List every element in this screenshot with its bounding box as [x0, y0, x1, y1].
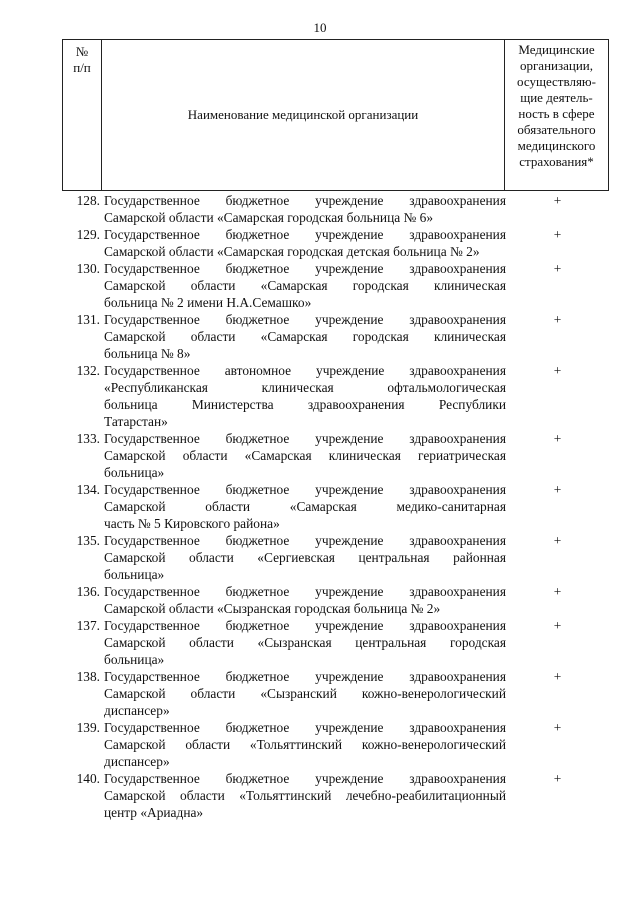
organization-name	[104, 481, 506, 532]
organization-name	[104, 226, 506, 260]
organization-name-line: Самарской области «Тольяттинский кожно-венерологический	[104, 737, 506, 752]
organization-name-line: Государственное бюджетное учреждение здравоохранения	[104, 618, 506, 633]
organization-name-line: Государственное бюджетное учреждение здравоохранения	[104, 227, 506, 242]
oms-participation-mark: +	[553, 771, 562, 786]
row-number: 133.	[76, 431, 100, 446]
organization-name	[104, 770, 506, 821]
organization-name-line: Самарской области «Сызранский кожно-венерологический	[104, 686, 506, 701]
row-number: 135.	[76, 533, 100, 548]
oms-participation-mark: +	[553, 720, 562, 735]
organization-name-line: Государственное бюджетное учреждение здравоохранения	[104, 261, 506, 276]
header-oms-label-line: Медицинские	[518, 42, 595, 57]
header-name-label: Наименование медицинской организации	[187, 107, 419, 122]
organization-name	[104, 532, 506, 583]
table-row	[62, 719, 609, 770]
row-number: 131.	[76, 312, 100, 327]
organization-name	[104, 719, 506, 770]
header-oms-column	[505, 40, 609, 191]
row-number: 134.	[76, 482, 100, 497]
organization-name-line: центр «Ариадна»	[104, 805, 204, 820]
table-row	[62, 583, 609, 617]
organization-name-line: Самарской области «Самарская городская клиническая	[104, 278, 506, 293]
row-number: 140.	[76, 771, 100, 786]
organization-name-line: Самарской области «Самарская городская больница № 6»	[104, 210, 434, 225]
header-oms-label-line: щие деятель-	[520, 90, 593, 105]
header-oms-label-line: страхования*	[519, 154, 594, 169]
table-row	[62, 362, 609, 430]
oms-participation-mark: +	[553, 669, 562, 684]
organization-name-line: «Республиканская клиническая офтальмологическая	[104, 380, 506, 395]
row-number: 129.	[76, 227, 100, 242]
organization-name-line: больница Министерства здравоохранения Республики	[104, 397, 506, 412]
organization-name-line: Самарской области «Самарская городская клиническая	[104, 329, 506, 344]
organization-name	[104, 617, 506, 668]
organization-name-line: Самарской области «Самарская городская детская больница № 2»	[104, 244, 480, 259]
organization-name-line: Государственное бюджетное учреждение здравоохранения	[104, 482, 506, 497]
organization-name-line: Самарской области «Самарская медико-санитарная	[104, 499, 506, 514]
oms-participation-mark: +	[553, 193, 562, 208]
organization-name-line: Государственное бюджетное учреждение здравоохранения	[104, 771, 506, 786]
oms-participation-mark: +	[553, 312, 562, 327]
table-header	[62, 39, 609, 191]
organization-name-line: больница»	[104, 652, 165, 667]
organization-name-line: Государственное бюджетное учреждение здравоохранения	[104, 669, 506, 684]
table-row	[62, 192, 609, 226]
header-oms-label-line: ность в сфере	[518, 106, 595, 121]
header-oms-label	[505, 40, 608, 170]
row-number: 137.	[76, 618, 100, 633]
header-oms-label-line: обязательного	[517, 122, 596, 137]
oms-participation-mark: +	[553, 363, 562, 378]
oms-participation-mark: +	[553, 482, 562, 497]
header-name-column	[102, 40, 505, 191]
row-number: 136.	[76, 584, 100, 599]
table-row	[62, 481, 609, 532]
row-number: 132.	[76, 363, 100, 378]
organization-name-line: Государственное бюджетное учреждение здравоохранения	[104, 533, 506, 548]
header-oms-label-line: медицинского	[517, 138, 596, 153]
organization-name	[104, 260, 506, 311]
organization-list	[62, 192, 609, 821]
header-oms-label-line: осуществляю-	[517, 74, 596, 89]
oms-participation-mark: +	[553, 261, 562, 276]
organization-name-line: диспансер»	[104, 754, 170, 769]
organization-name-line: часть № 5 Кировского района»	[104, 516, 280, 531]
organization-name	[104, 362, 506, 430]
table-row	[62, 668, 609, 719]
header-number-label: №	[75, 44, 89, 59]
organization-name-line: Государственное автономное учреждение здравоохранения	[104, 363, 506, 378]
organization-name-line: Государственное бюджетное учреждение здравоохранения	[104, 193, 506, 208]
organization-name-line: диспансер»	[104, 703, 170, 718]
organization-name-line: больница № 8»	[104, 346, 191, 361]
organization-name	[104, 311, 506, 362]
header-oms-label-line: организации,	[519, 58, 594, 73]
row-number: 130.	[76, 261, 100, 276]
table-row	[62, 770, 609, 821]
table-row	[62, 430, 609, 481]
organization-name-line: больница № 2 имени Н.А.Семашко»	[104, 295, 312, 310]
organization-name	[104, 192, 506, 226]
row-number: 138.	[76, 669, 100, 684]
organization-name	[104, 583, 506, 617]
table-row	[62, 617, 609, 668]
table-row	[62, 311, 609, 362]
organization-name	[104, 430, 506, 481]
oms-participation-mark: +	[553, 431, 562, 446]
organization-name-line: Государственное бюджетное учреждение здравоохранения	[104, 431, 506, 446]
oms-participation-mark: +	[553, 618, 562, 633]
header-number-column	[63, 40, 102, 191]
organization-name-line: Самарской области «Сызранская городская больница № 2»	[104, 601, 441, 616]
organization-name-line: больница»	[104, 567, 165, 582]
page-number: 10	[313, 20, 327, 35]
oms-participation-mark: +	[553, 584, 562, 599]
organization-name-line: Государственное бюджетное учреждение здравоохранения	[104, 720, 506, 735]
oms-participation-mark: +	[553, 533, 562, 548]
oms-participation-mark: +	[553, 227, 562, 242]
organization-name-line: Самарской области «Сызранская центральная городская	[104, 635, 506, 650]
table-row	[62, 260, 609, 311]
organization-name-line: Самарской области «Самарская клиническая гериатрическая	[104, 448, 506, 463]
organization-name	[104, 668, 506, 719]
organization-name-line: больница»	[104, 465, 165, 480]
row-number: 128.	[76, 193, 100, 208]
table-row	[62, 226, 609, 260]
organization-name-line: Самарской области «Сергиевская центральная районная	[104, 550, 506, 565]
organization-name-line: Татарстан»	[104, 414, 168, 429]
table-row	[62, 532, 609, 583]
organization-name-line: Государственное бюджетное учреждение здравоохранения	[104, 312, 506, 327]
organization-name-line: Самарской области «Тольяттинский лечебно-реабилитационный	[104, 788, 506, 803]
row-number: 139.	[76, 720, 100, 735]
organization-name-line: Государственное бюджетное учреждение здравоохранения	[104, 584, 506, 599]
header-number-sublabel: п/п	[73, 60, 91, 75]
